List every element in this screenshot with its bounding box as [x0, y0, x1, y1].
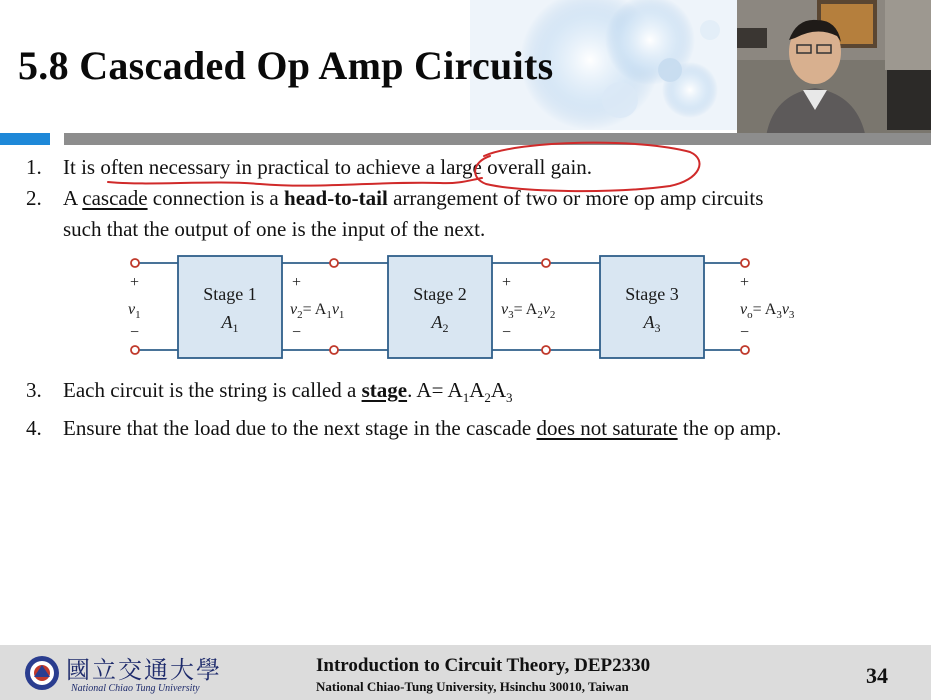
presenter-video — [737, 0, 931, 145]
label-v3: $v_3= A_2v_2$ — [501, 301, 556, 321]
formula-sub-2: 2 — [484, 390, 491, 406]
term-cascade: cascade — [82, 186, 148, 210]
stage-1-box — [178, 256, 282, 358]
cascade-diagram — [120, 250, 830, 365]
minus-sign-1: − — [130, 324, 140, 341]
university-name-en: National Chiao Tung University — [71, 683, 200, 694]
plus-sign-4: + — [740, 274, 750, 291]
stage-3-name: Stage 3 — [625, 284, 679, 304]
formula-sub-1: 1 — [462, 390, 470, 406]
stage-2-name: Stage 2 — [413, 284, 467, 304]
course-title: Introduction to Circuit Theory, DEP2330 — [316, 655, 651, 676]
university-name-cn: 國立交通大學 — [66, 656, 222, 684]
item-number: 1. — [26, 155, 42, 179]
item-number: 2. — [26, 186, 42, 210]
item-text-pre: Each circuit is the string is called a — [63, 378, 362, 402]
item-text-post: arrangement of two or more op amp circuits — [387, 186, 764, 210]
list-item-1 — [26, 152, 916, 183]
stage-2-gain: $A_2$ — [431, 312, 449, 335]
minus-sign-4: − — [740, 324, 750, 341]
item-text: It is often necessary in practical to achieve a large overall gain. — [63, 155, 593, 179]
list-item-2-continuation: such that the output of one is the input of the next. — [63, 217, 486, 241]
label-v1: $v_1$ — [128, 301, 141, 321]
stage-1-gain: $A_1$ — [221, 312, 239, 335]
page-number: 34 — [866, 663, 888, 688]
item-text-pre: A — [63, 186, 83, 210]
list-item-2 — [26, 183, 916, 214]
term-head-to-tail: head-to-tail — [284, 186, 388, 210]
formula-a2: A — [469, 378, 485, 402]
minus-sign-3: − — [502, 324, 512, 341]
plus-sign-3: + — [502, 274, 512, 291]
slide-title: 5.8 Cascaded Op Amp Circuits — [18, 43, 554, 88]
item-number: 3. — [26, 378, 42, 402]
label-vo: $v_o= A_3v_3$ — [740, 301, 795, 321]
item-number: 4. — [26, 416, 42, 441]
formula-sub-3: 3 — [506, 390, 513, 406]
list-item-4 — [26, 413, 916, 444]
plus-sign-2: + — [292, 274, 302, 291]
label-v2: $v_2= A_1v_1$ — [290, 301, 345, 321]
header-divider-bar — [64, 133, 931, 145]
item-text-post: . A= A — [407, 378, 463, 402]
webcam-overlay — [737, 0, 931, 145]
item-text-pre: Ensure that the load due to the next stage in the cascade — [63, 416, 537, 441]
slide-footer — [0, 645, 931, 700]
list-item-3 — [26, 375, 916, 413]
university-logo-icon — [24, 655, 60, 691]
formula-a3: A — [490, 378, 507, 402]
plus-sign-1: + — [130, 274, 140, 291]
institution-address: National Chiao-Tung University, Hsinchu 30010, Taiwan — [316, 679, 629, 694]
stage-1-name: Stage 1 — [203, 284, 257, 304]
term-does-not-saturate: does not saturate — [536, 416, 678, 441]
item-text-mid: connection is a — [147, 186, 285, 210]
header-accent-bar — [0, 133, 50, 145]
item-text-post: the op amp. — [677, 416, 782, 441]
stage-3-gain: $A_3$ — [643, 312, 661, 335]
stage-3-box — [600, 256, 704, 358]
stage-2-box — [388, 256, 492, 358]
minus-sign-2: − — [292, 324, 302, 341]
term-stage: stage — [361, 378, 408, 402]
